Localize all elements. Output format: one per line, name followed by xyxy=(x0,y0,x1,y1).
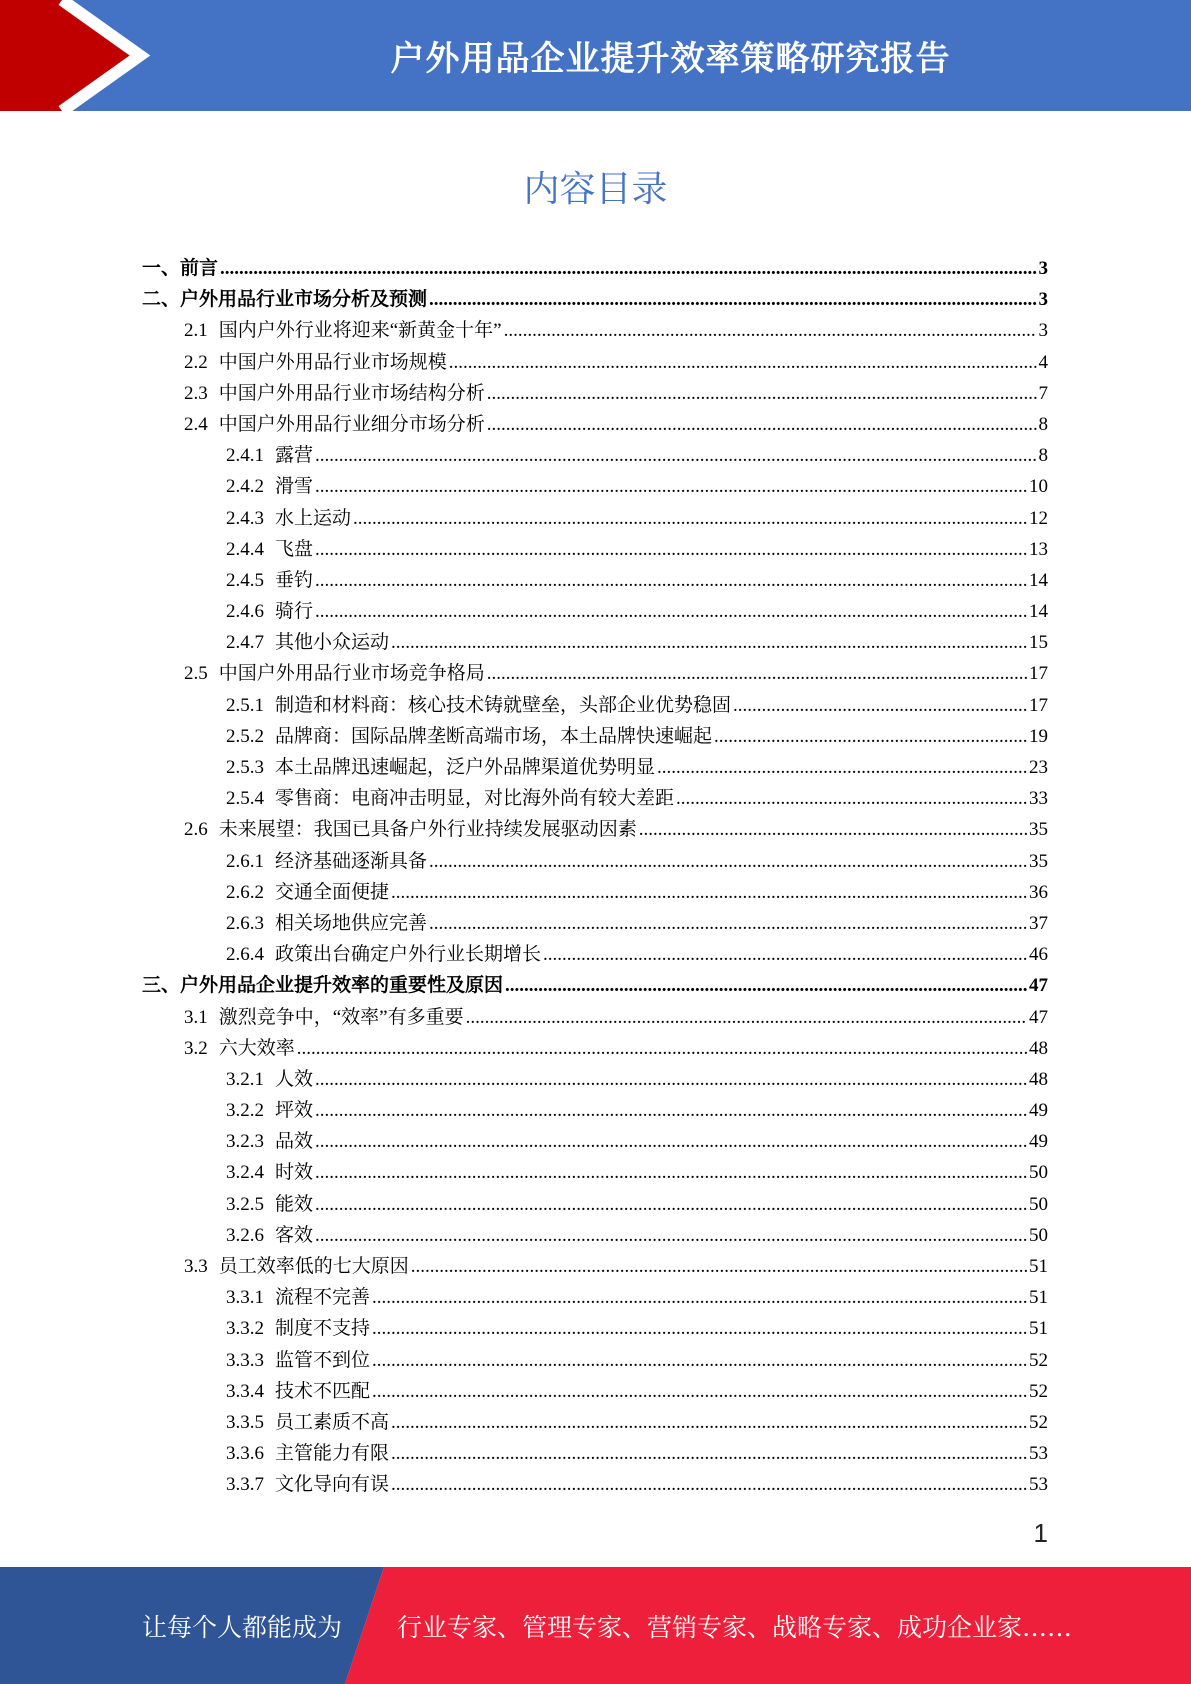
toc-dot-leader xyxy=(487,409,1037,440)
toc-entry-label: 其他小众运动 xyxy=(275,632,390,654)
toc-entry-label: 时效 xyxy=(275,1162,314,1184)
toc-entry-page: 3 xyxy=(1038,320,1048,342)
toc-entry-number: 3.3.3 xyxy=(226,1349,264,1371)
toc-entry[interactable] xyxy=(142,627,1048,658)
toc-dot-leader xyxy=(315,1064,1027,1095)
toc-dot-leader xyxy=(315,565,1027,596)
toc-dot-leader xyxy=(449,347,1037,378)
toc-dot-leader xyxy=(639,814,1027,845)
footer-banner xyxy=(0,1567,1191,1684)
toc-entry-page: 7 xyxy=(1038,382,1048,404)
toc-heading: 内容目录 xyxy=(523,169,668,210)
toc-entry-number: 2.6.2 xyxy=(226,881,264,903)
toc-entry-label: 零售商：电商冲击明显，对比海外尚有较大差距 xyxy=(275,788,675,810)
toc-dot-leader xyxy=(733,690,1027,721)
toc-entry-label: 骑行 xyxy=(275,601,314,623)
toc-entry-number: 3.2 xyxy=(184,1037,208,1059)
toc-entry-page: 23 xyxy=(1029,757,1048,778)
toc-entry-label: 飞盘 xyxy=(275,538,314,560)
toc-entry[interactable] xyxy=(142,1345,1048,1376)
chevron-arrow-icon xyxy=(0,0,160,111)
toc-dot-leader xyxy=(372,1282,1027,1313)
toc-entry-label: 未来展望：我国已具备户外行业持续发展驱动因素 xyxy=(218,819,637,841)
toc-entry-page: 51 xyxy=(1029,1318,1048,1340)
toc-entry-number: 2.6.3 xyxy=(226,912,264,934)
toc-entry-page: 48 xyxy=(1029,1068,1048,1090)
toc-entry-number: 3.2.3 xyxy=(226,1131,264,1153)
toc-entry-page: 17 xyxy=(1029,663,1048,685)
toc-entry-number: 2.5.3 xyxy=(226,757,264,778)
toc-entry-label: 露营 xyxy=(275,445,314,467)
toc-entry-page: 47 xyxy=(1029,1006,1048,1028)
toc-entry-page: 51 xyxy=(1029,1287,1048,1309)
toc-entry-number: 2.3 xyxy=(184,382,208,404)
toc-entry-page: 36 xyxy=(1029,881,1048,903)
toc-dot-leader xyxy=(391,1469,1027,1500)
toc-entry-label: 中国户外用品行业市场竞争格局 xyxy=(218,663,485,685)
toc-entry[interactable] xyxy=(142,814,1048,845)
toc-dot-leader xyxy=(315,1189,1027,1220)
toc-dot-leader xyxy=(353,503,1027,534)
toc-entry-label: 相关场地供应完善 xyxy=(275,912,428,934)
toc-entry[interactable] xyxy=(142,1033,1048,1064)
toc-entry-page: 17 xyxy=(1029,694,1048,716)
toc-dot-leader xyxy=(372,1345,1027,1376)
toc-entry-number: 3.3.6 xyxy=(226,1443,264,1465)
toc-entry-number: 2.4.7 xyxy=(226,632,264,654)
toc-entry-number: 2.1 xyxy=(184,320,208,342)
toc-entry-page: 35 xyxy=(1029,850,1048,872)
toc-entry-page: 46 xyxy=(1029,944,1048,966)
toc-entry-page: 53 xyxy=(1029,1443,1048,1465)
toc-entry-number: 2.6.1 xyxy=(226,850,264,872)
toc-entry-page: 15 xyxy=(1029,632,1048,654)
toc-entry-label: 文化导向有误 xyxy=(275,1474,390,1496)
toc-entry-number: 3.2.4 xyxy=(226,1162,264,1184)
toc-entry-number: 2.4.3 xyxy=(226,507,264,529)
toc-dot-leader xyxy=(429,284,1036,315)
toc-entry-page: 35 xyxy=(1029,819,1048,841)
toc-entry-number: 3.3.5 xyxy=(226,1411,264,1433)
toc-entry-page: 53 xyxy=(1029,1474,1048,1496)
report-title: 户外用品企业提升效率策略研究报告 xyxy=(390,39,951,79)
toc-entry-label: 员工效率低的七大原因 xyxy=(218,1256,409,1277)
toc-entry[interactable] xyxy=(142,1095,1048,1126)
toc-entry-number: 2.6 xyxy=(184,819,208,841)
toc-entry[interactable] xyxy=(142,1376,1048,1407)
toc-entry-number: 三、 xyxy=(142,975,181,997)
toc-dot-leader xyxy=(487,658,1027,689)
toc-entry-page: 10 xyxy=(1029,476,1048,498)
toc-entry-number: 3.2.6 xyxy=(226,1224,264,1246)
toc-entry-label: 品牌商：国际品牌垄断高端市场，本土品牌快速崛起 xyxy=(275,725,713,747)
toc-dot-leader xyxy=(372,1376,1027,1407)
footer-slogan-left: 让每个人都能成为 xyxy=(142,1612,343,1642)
toc-dot-leader xyxy=(429,846,1027,877)
toc-entry-label: 坪效 xyxy=(275,1100,314,1122)
toc-entry-number: 3.2.1 xyxy=(226,1068,264,1090)
toc-entry[interactable] xyxy=(142,1469,1048,1500)
toc-entry-number: 一、 xyxy=(142,258,181,279)
toc-dot-leader xyxy=(315,1157,1027,1188)
toc-entry-number: 2.5.1 xyxy=(226,694,264,716)
toc-entry-number: 2.6.4 xyxy=(226,944,264,966)
toc-entry-label: 中国户外用品行业市场结构分析 xyxy=(218,382,485,404)
toc-entry-page: 13 xyxy=(1029,538,1048,560)
toc-entry-label: 垂钓 xyxy=(275,569,314,591)
toc-entry[interactable] xyxy=(142,721,1048,752)
toc-dot-leader xyxy=(391,877,1027,908)
toc-entry[interactable] xyxy=(142,1064,1048,1095)
footer-slogan-right: 行业专家、管理专家、营销专家、战略专家、成功企业家…… xyxy=(397,1612,1073,1642)
toc-entry[interactable] xyxy=(142,1126,1048,1157)
toc-entry-number: 3.2.2 xyxy=(226,1100,264,1122)
toc-entry-number: 2.4.1 xyxy=(226,445,264,467)
toc-entry-number: 3.3.1 xyxy=(226,1287,264,1309)
toc-entry-label: 中国户外用品行业市场规模 xyxy=(218,351,447,373)
page-number: 1 xyxy=(1033,1518,1048,1548)
toc-entry-label: 主管能力有限 xyxy=(275,1443,390,1465)
toc-entry-label: 滑雪 xyxy=(275,476,314,498)
toc-entry-label: 政策出台确定户外行业长期增长 xyxy=(275,944,542,966)
toc-dot-leader xyxy=(315,596,1027,627)
toc-entry-label: 经济基础逐渐具备 xyxy=(275,850,428,872)
toc-entry-page: 50 xyxy=(1029,1162,1048,1184)
toc-entry-page: 52 xyxy=(1029,1349,1048,1371)
toc-entry-page: 14 xyxy=(1029,569,1048,591)
toc-entry-number: 二、 xyxy=(142,289,181,311)
toc-entry-label: 制度不支持 xyxy=(275,1318,371,1340)
toc-entry-page: 37 xyxy=(1029,912,1048,934)
toc-dot-leader xyxy=(411,1251,1027,1282)
toc-entry-label: 中国户外用品行业细分市场分析 xyxy=(218,413,485,435)
toc-entry-label: 客效 xyxy=(275,1224,314,1246)
toc-entry-number: 2.5.2 xyxy=(226,725,264,747)
header-banner xyxy=(0,0,1191,111)
toc-entry-label: 国内户外行业将迎来“新黄金十年” xyxy=(218,320,502,342)
toc-entry-label: 本土品牌迅速崛起，泛户外品牌渠道优势明显 xyxy=(275,757,656,778)
toc-entry-number: 2.5.4 xyxy=(226,788,264,810)
toc-entry-page: 47 xyxy=(1029,975,1048,997)
toc-entry-page: 48 xyxy=(1029,1037,1048,1059)
toc-dot-leader xyxy=(315,1095,1027,1126)
toc-entry[interactable] xyxy=(142,908,1048,939)
toc-dot-leader xyxy=(657,752,1027,783)
toc-entry-label: 人效 xyxy=(275,1068,314,1090)
toc-entry[interactable] xyxy=(142,1438,1048,1469)
toc-dot-leader xyxy=(315,471,1027,502)
toc-entry-page: 50 xyxy=(1029,1224,1048,1246)
toc-entry-page: 49 xyxy=(1029,1100,1048,1122)
toc-entry-number: 2.4.2 xyxy=(226,476,264,498)
toc-entry-label: 户外用品企业提升效率的重要性及原因 xyxy=(180,975,504,997)
toc-entry-page: 19 xyxy=(1029,725,1048,747)
toc-dot-leader xyxy=(714,721,1027,752)
toc-dot-leader xyxy=(466,1002,1027,1033)
toc-entry-number: 2.4.4 xyxy=(226,538,264,560)
toc-entry-number: 3.3.4 xyxy=(226,1380,264,1402)
toc-dot-leader xyxy=(315,440,1036,471)
toc-entry-number: 2.4.5 xyxy=(226,569,264,591)
toc-entry-page: 3 xyxy=(1038,289,1048,311)
toc-entry[interactable] xyxy=(142,409,1048,440)
toc-dot-leader xyxy=(315,534,1027,565)
toc-entry[interactable] xyxy=(142,534,1048,565)
toc-entry[interactable] xyxy=(142,284,1048,315)
toc-entry[interactable] xyxy=(142,315,1048,346)
toc-entry-label: 前言 xyxy=(180,258,219,279)
toc-entry[interactable] xyxy=(142,1282,1048,1313)
toc-entry-page: 50 xyxy=(1029,1193,1048,1215)
toc-entry-page: 49 xyxy=(1029,1131,1048,1153)
toc-dot-leader xyxy=(676,783,1027,814)
toc-entry[interactable] xyxy=(142,1220,1048,1251)
toc-dot-leader xyxy=(504,315,1037,346)
toc-entry-label: 技术不匹配 xyxy=(275,1380,371,1402)
toc-entry[interactable] xyxy=(142,939,1048,970)
toc-entry-page: 52 xyxy=(1029,1380,1048,1402)
toc-entry[interactable] xyxy=(142,970,1048,1001)
toc-entry-label: 品效 xyxy=(275,1131,314,1153)
toc-entry[interactable] xyxy=(142,347,1048,378)
toc-entry-label: 户外用品行业市场分析及预测 xyxy=(180,289,428,311)
toc-entry-number: 3.3.2 xyxy=(226,1318,264,1340)
toc-entry[interactable] xyxy=(142,1313,1048,1344)
toc-dot-leader xyxy=(372,1313,1027,1344)
toc-dot-leader xyxy=(543,939,1027,970)
toc-entry-number: 2.5 xyxy=(184,663,208,685)
toc-dot-leader xyxy=(315,1126,1027,1157)
toc-dot-leader xyxy=(297,1033,1027,1064)
toc-entry[interactable] xyxy=(142,752,1048,783)
toc-entry[interactable] xyxy=(142,1407,1048,1438)
toc-entry[interactable] xyxy=(142,783,1048,814)
toc-dot-leader xyxy=(391,1407,1027,1438)
toc-entry-page: 8 xyxy=(1038,445,1048,467)
toc-entry-page: 3 xyxy=(1038,258,1048,279)
toc-entry[interactable] xyxy=(142,1251,1048,1282)
toc-dot-leader xyxy=(220,253,1036,284)
toc-entry-page: 8 xyxy=(1038,413,1048,435)
toc-entry-label: 制造和材料商：核心技术铸就壁垒，头部企业优势稳固 xyxy=(275,694,732,716)
toc-entry[interactable] xyxy=(142,1157,1048,1188)
toc-entry[interactable] xyxy=(142,471,1048,502)
toc-entry[interactable] xyxy=(142,596,1048,627)
toc-entry[interactable] xyxy=(142,503,1048,534)
toc-entry-page: 52 xyxy=(1029,1411,1048,1433)
table-of-contents xyxy=(142,253,1048,1501)
toc-entry-page: 33 xyxy=(1029,788,1048,810)
toc-entry-page: 51 xyxy=(1029,1256,1048,1277)
toc-dot-leader xyxy=(391,627,1027,658)
toc-dot-leader xyxy=(429,908,1027,939)
toc-entry[interactable] xyxy=(142,565,1048,596)
toc-dot-leader xyxy=(391,1438,1027,1469)
toc-entry-number: 2.2 xyxy=(184,351,208,373)
toc-entry-label: 流程不完善 xyxy=(275,1287,371,1309)
toc-entry[interactable] xyxy=(142,658,1048,689)
toc-entry[interactable] xyxy=(142,877,1048,908)
toc-entry-label: 员工素质不高 xyxy=(275,1411,390,1433)
toc-entry[interactable] xyxy=(142,690,1048,721)
toc-entry-page: 4 xyxy=(1038,351,1048,373)
toc-entry[interactable] xyxy=(142,253,1048,284)
toc-entry-page: 14 xyxy=(1029,601,1048,623)
toc-entry-label: 能效 xyxy=(275,1193,314,1215)
toc-entry[interactable] xyxy=(142,1189,1048,1220)
toc-entry-number: 3.3.7 xyxy=(226,1474,264,1496)
toc-entry-number: 3.2.5 xyxy=(226,1193,264,1215)
toc-entry[interactable] xyxy=(142,440,1048,471)
toc-entry-number: 3.3 xyxy=(184,1256,208,1277)
toc-entry-page: 12 xyxy=(1029,507,1048,529)
toc-entry-number: 2.4 xyxy=(184,413,208,435)
toc-entry-label: 交通全面便捷 xyxy=(275,881,390,903)
toc-entry-label: 水上运动 xyxy=(275,507,352,529)
toc-dot-leader xyxy=(505,970,1027,1001)
toc-entry[interactable] xyxy=(142,846,1048,877)
toc-entry-number: 2.4.6 xyxy=(226,601,264,623)
toc-entry-label: 监管不到位 xyxy=(275,1349,371,1371)
toc-entry-label: 六大效率 xyxy=(218,1037,295,1059)
toc-entry[interactable] xyxy=(142,1002,1048,1033)
toc-dot-leader xyxy=(315,1220,1027,1251)
toc-dot-leader xyxy=(487,378,1037,409)
toc-entry-label: 激烈竞争中，“效率”有多重要 xyxy=(218,1006,464,1028)
toc-entry[interactable] xyxy=(142,378,1048,409)
toc-entry-number: 3.1 xyxy=(184,1006,208,1028)
